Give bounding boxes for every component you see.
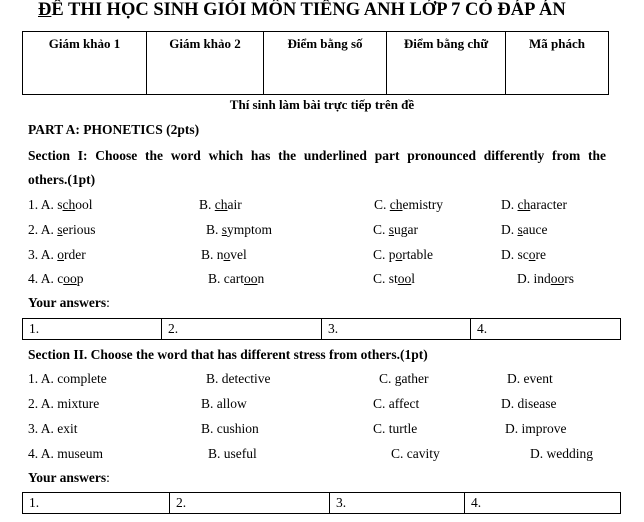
s1-answer-cell-3[interactable]: 3.: [322, 319, 471, 340]
s1-q2-option-c: C. sugar: [373, 222, 419, 237]
s2-answer-cell-1[interactable]: 1.: [23, 493, 170, 514]
s2-answer-cell-4[interactable]: 4.: [465, 493, 621, 514]
s2-q3-option-c: C. turtle: [373, 421, 418, 436]
s1-q2-option-a: 2. A. serious: [28, 222, 96, 237]
s1-q1-option-b: B. chair: [199, 197, 242, 212]
s2-q3-option-a: 3. A. exit: [28, 421, 78, 436]
s1-q3-option-c: C. portable: [373, 247, 433, 262]
s1-q1-option-a: 1. A. school: [28, 197, 93, 212]
s2-q1-option-b: B. detective: [206, 371, 271, 386]
s2-answer-cell-3[interactable]: 3.: [330, 493, 465, 514]
section-1-heading: Section I: Choose the word which has the underlined part pronounced differently from the: [28, 148, 606, 163]
grading-cell-examiner-2[interactable]: Giám khảo 2: [147, 32, 264, 95]
grading-cell-examiner-1[interactable]: Giám khảo 1: [23, 32, 147, 95]
s1-q4-option-c: C. stool: [373, 271, 416, 286]
s2-answer-cell-2[interactable]: 2.: [170, 493, 330, 514]
s1-q3-option-a: 3. A. order: [28, 247, 86, 262]
s1-answer-cell-1[interactable]: 1.: [23, 319, 162, 340]
s1-answer-cell-2[interactable]: 2.: [162, 319, 322, 340]
s1-answer-cell-4[interactable]: 4.: [471, 319, 621, 340]
s1-q1-option-d: D. character: [501, 197, 567, 212]
s2-q1-option-c: C. gather: [379, 371, 429, 386]
s2-q4-option-b: B. useful: [208, 446, 257, 461]
title-text: Ề THI HỌC SINH GIỎI MÔN TIẾNG ANH LỚP 7 CÓ ĐÁP ÁN: [51, 0, 566, 20]
s2-q1-option-d: D. event: [507, 371, 553, 386]
part-a-heading: PART A: PHONETICS (2pts): [28, 122, 200, 137]
grading-cell-candidate-code[interactable]: Mã phách: [506, 32, 609, 95]
s1-q1-option-c: C. chemistry: [374, 197, 444, 212]
s2-q2-option-c: C. affect: [373, 396, 420, 411]
section-1-heading-cont: others.(1pt): [28, 172, 96, 187]
title-lead-letter: Đ: [38, 0, 52, 20]
s1-q2-option-b: B. symptom: [206, 222, 273, 237]
s2-q2-option-a: 2. A. mixture: [28, 396, 100, 411]
s2-q4-option-d: D. wedding: [530, 446, 593, 461]
grading-table: [22, 31, 609, 95]
s2-your-answers-label: Your answers:: [28, 470, 110, 485]
s1-q3-option-d: D. score: [501, 247, 546, 262]
grading-cell-score-number[interactable]: Điểm bằng số: [264, 32, 387, 95]
s1-q4-option-a: 4. A. coop: [28, 271, 84, 286]
section-2-heading: Section II. Choose the word that has different stress from others.(1pt): [28, 347, 428, 362]
grading-cell-score-words[interactable]: Điểm bằng chữ: [387, 32, 506, 95]
s2-answer-table: [22, 492, 621, 514]
s2-q3-option-b: B. cushion: [201, 421, 259, 436]
s1-q3-option-b: B. novel: [201, 247, 247, 262]
s2-q2-option-d: D. disease: [501, 396, 557, 411]
s2-q2-option-b: B. allow: [201, 396, 247, 411]
s1-q4-option-b: B. cartoon: [208, 271, 265, 286]
s1-answer-table: [22, 318, 621, 340]
s1-q4-option-d: D. indoors: [517, 271, 574, 286]
s1-q2-option-d: D. sauce: [501, 222, 548, 237]
s2-q3-option-d: D. improve: [505, 421, 567, 436]
s1-your-answers-label: Your answers:: [28, 295, 110, 310]
document-title: [38, 0, 566, 21]
s2-q4-option-c: C. cavity: [391, 446, 440, 461]
s2-q1-option-a: 1. A. complete: [28, 371, 107, 386]
notice-text: Thí sinh làm bài trực tiếp trên đề: [229, 97, 415, 112]
s2-q4-option-a: 4. A. museum: [28, 446, 104, 461]
